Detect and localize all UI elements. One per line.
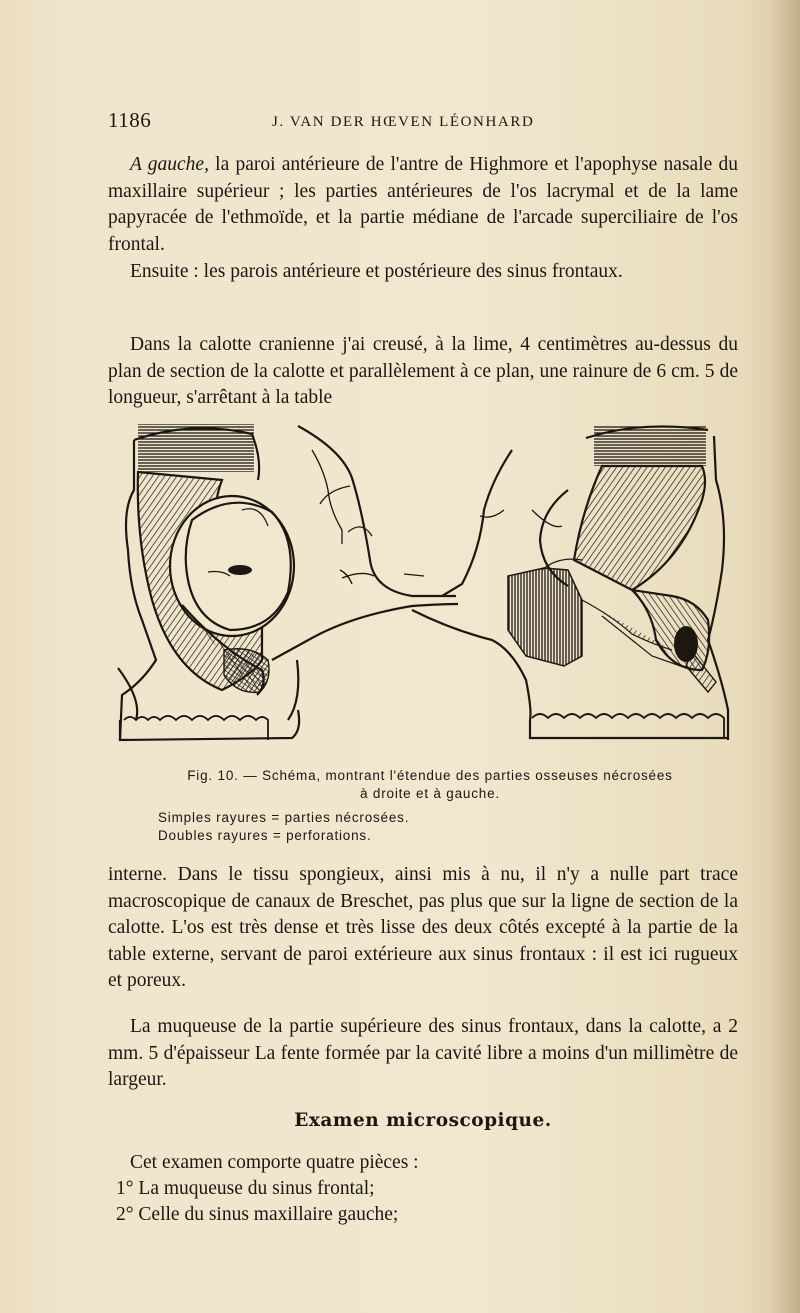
figure-skull-schema bbox=[112, 420, 736, 760]
section-heading: Examen microscopique. bbox=[294, 1110, 552, 1131]
paragraph-2-text: Ensuite : les parois antérieure et postérieure des sinus frontaux. bbox=[130, 261, 623, 282]
page-edge-shadow bbox=[770, 0, 800, 1313]
figure-caption-line-1: Fig. 10. — Schéma, montrant l'étendue des parties osseuses nécrosées bbox=[187, 768, 673, 783]
skull-schema-drawing bbox=[112, 420, 736, 760]
list-item: 2° Celle du sinus maxillaire gauche; bbox=[116, 1204, 399, 1225]
paragraph-1-text: la paroi antérieure de l'antre de Highmore et l'apophyse nasale du maxillaire supérieur ; les parties antérieures de l'os lacrymal et de la lame papyracée de l'ethmoïde, et la partie médiane de l'arcade superciliaire de l'os frontal. bbox=[108, 154, 738, 255]
paragraph-3 bbox=[108, 332, 738, 412]
page-header bbox=[108, 108, 738, 138]
paragraph-4-text: interne. Dans le tissu spongieux, ainsi mis à nu, il n'y a nulle part trace macroscopique de canaux de Breschet, pas plus que sur la ligne de section de la calotte. L'os est très dense et très lisse des deux côtés excepté à la partie de la table externe, servant de paroi extérieure aux sinus frontaux : il est ici rugueux et poreux. bbox=[108, 864, 738, 992]
section-intro: Cet examen comporte quatre pièces : bbox=[130, 1152, 419, 1173]
paragraph-1 bbox=[108, 152, 738, 258]
left-skull-half bbox=[118, 424, 458, 740]
paragraph-5-text: La muqueuse de la partie supérieure des sinus frontaux, dans la calotte, a 2 mm. 5 d'épaisseur La fente formée par la cavité libre a moins d'un millimètre de largeur. bbox=[108, 1016, 738, 1091]
figure-legend-double: Doubles rayures = perforations. bbox=[158, 828, 372, 843]
paragraph-4 bbox=[108, 862, 738, 995]
figure-caption-line-2: à droite et à gauche. bbox=[360, 786, 500, 801]
right-skull-half bbox=[412, 426, 728, 740]
figure-legend-simple: Simples rayures = parties nécrosées. bbox=[158, 810, 410, 825]
list-item: 1° La muqueuse du sinus frontal; bbox=[116, 1178, 375, 1199]
paragraph-3-text: Dans la calotte cranienne j'ai creusé, à la lime, 4 centimètres au-dessus du plan de section de la calotte et parallèlement à ce plan, une rainure de 6 cm. 5 de longueur, s'arrêtant à la table bbox=[108, 334, 738, 409]
running-head: J. VAN DER HŒVEN LÉONHARD bbox=[272, 114, 535, 130]
page-number: 1186 bbox=[108, 108, 152, 132]
paragraph-5 bbox=[108, 1014, 738, 1094]
paragraph-2 bbox=[108, 259, 738, 286]
paragraph-1-lead: A gauche, bbox=[130, 154, 209, 175]
